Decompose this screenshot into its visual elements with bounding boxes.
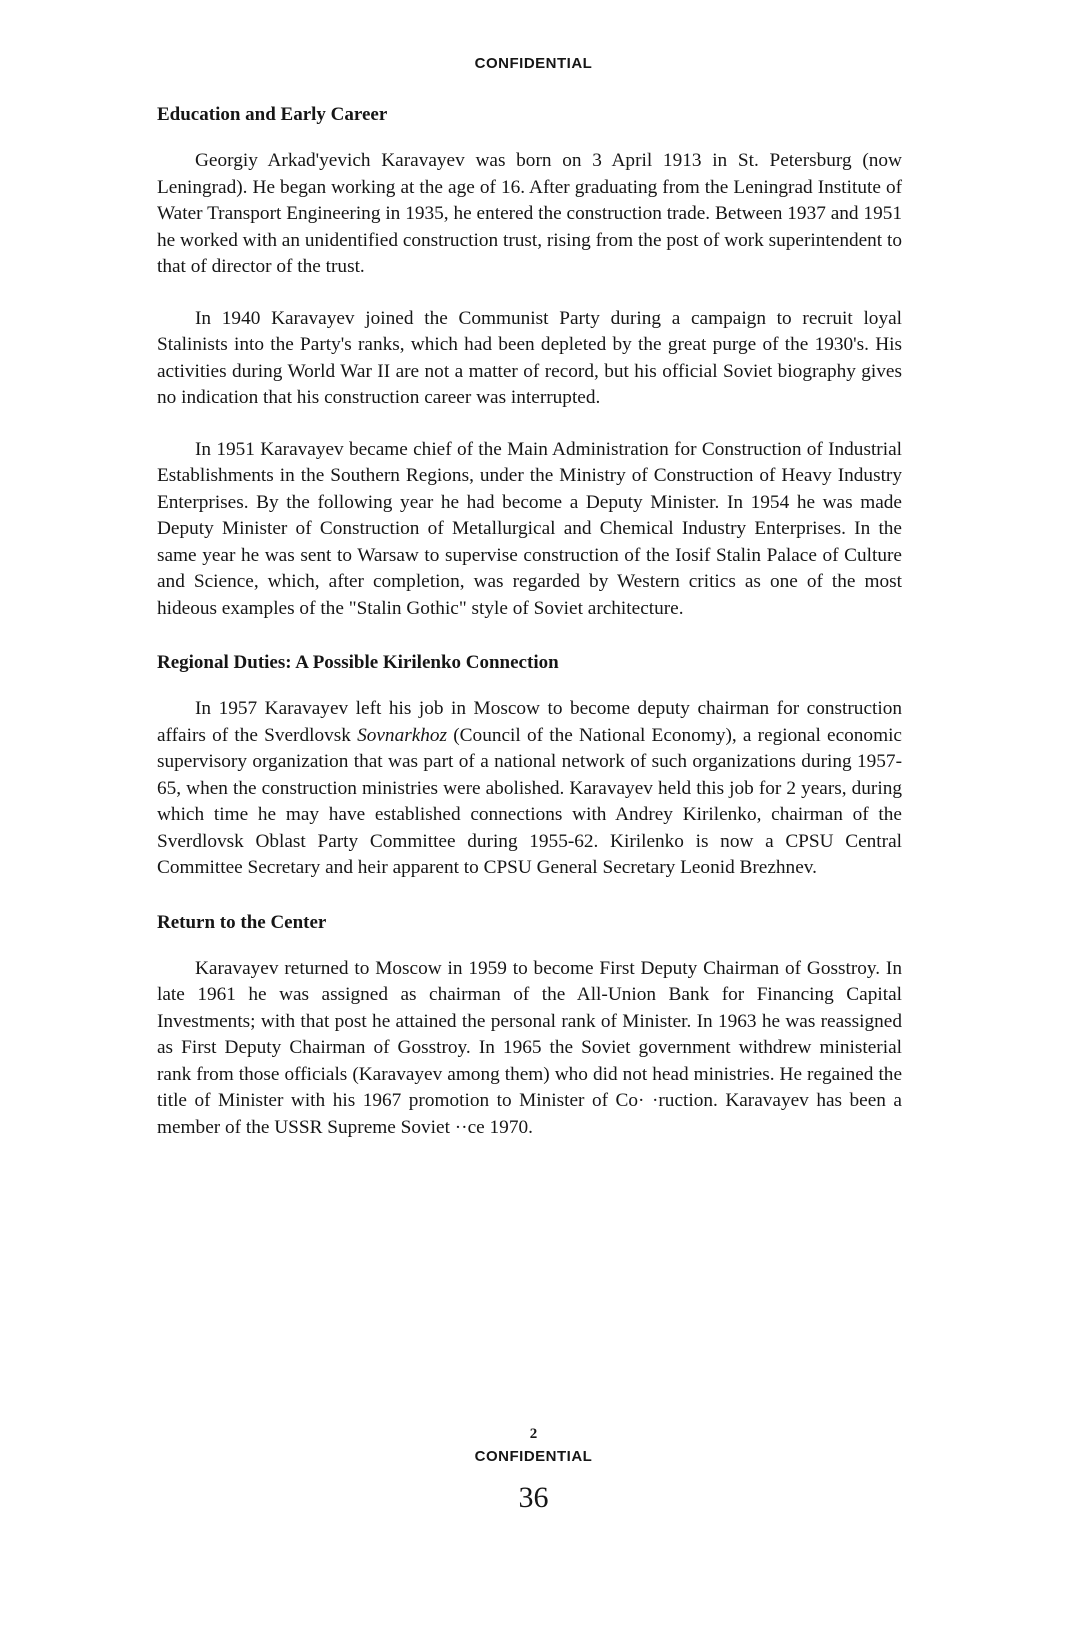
section-return-to-center	[157, 912, 902, 1142]
paragraph	[157, 696, 902, 882]
paragraph: Karavayev returned to Moscow in 1959 to become First Deputy Chairman of Gosstroy. In late 1961 he was assigned as chairman of the All-Union Bank for Financing Capital Investments; with that post he attained the personal rank of Minister. In 1963 he was reassigned as First Deputy Chairman of Gosstroy. In 1965 the Soviet government withdrew ministerial rank from those officials (Karavayev among them) who did not head ministries. He regained the title of Minister with his 1967 promotion to Minister of Co· ·ruction. Karavayev has been a member of the USSR Supreme Soviet ··ce 1970.	[157, 957, 902, 1138]
text-run: (Council of the National Economy), a regional economic supervisory organization that was part of a national network of such organizations during 1957-65, when the construction ministries were abolished. Karavayev held this job for 2 years, during which time he may have established connections with Andrey Kirilenko, chairman of the Sverdlovsk Oblast Party Committee during 1955-62. Kirilenko is now a CPSU Central Committee Secretary and heir apparent to CPSU General Secretary Leonid Brezhnev.	[157, 724, 902, 878]
section-regional-duties	[157, 652, 902, 882]
paragraph: In 1940 Karavayev joined the Communist Party during a campaign to recruit loyal Stalinists into the Party's ranks, which had been depleted by the great purge of the 1930's. His activities during World War II are not a matter of record, but his official Soviet biography gives no indication that his construction career was interrupted.	[157, 307, 902, 408]
section-education	[157, 104, 902, 622]
classification-footer: CONFIDENTIAL	[474, 1448, 593, 1465]
section-heading: Education and Early Career	[157, 104, 388, 125]
page-number: 2	[529, 1426, 538, 1442]
section-heading: Regional Duties: A Possible Kirilenko Connection	[157, 652, 559, 673]
classification-header: CONFIDENTIAL	[474, 55, 593, 72]
text-run: In 1957 Karavayev left his job in Moscow to become deputy chairman for construction affairs of the Sverdlovsk	[157, 698, 902, 746]
folio-number: 36	[518, 1481, 549, 1514]
section-heading: Return to the Center	[157, 911, 327, 933]
paragraph: Georgiy Arkad'yevich Karavayev was born on 3 April 1913 in St. Petersburg (now Leningrad). He began working at the age of 16. After graduating from the Leningrad Institute of Water Transport Engineering in 1935, he entered the construction trade. Between 1937 and 1951 he worked with an unidentified construction trust, rising from the post of work superintendent to that of director of the trust.	[157, 150, 902, 277]
paragraph: In 1951 Karavayev became chief of the Main Administration for Construction of Industrial Establishments in the Southern Regions, under the Ministry of Construction of Heavy Industry Enterprises. By the following year he had become a Deputy Minister. In 1954 he was made Deputy Minister of Construction of Metallurgical and Chemical Industry Enterprises. In the same year he was sent to Warsaw to supervise construction of the Iosif Stalin Palace of Culture and Science, which, after completion, was regarded by Western critics as one of the most hideous examples of the "Stalin Gothic" style of Soviet architecture.	[157, 438, 902, 619]
document-body	[157, 104, 902, 1166]
italic-term: Sovnarkhoz	[357, 724, 448, 746]
